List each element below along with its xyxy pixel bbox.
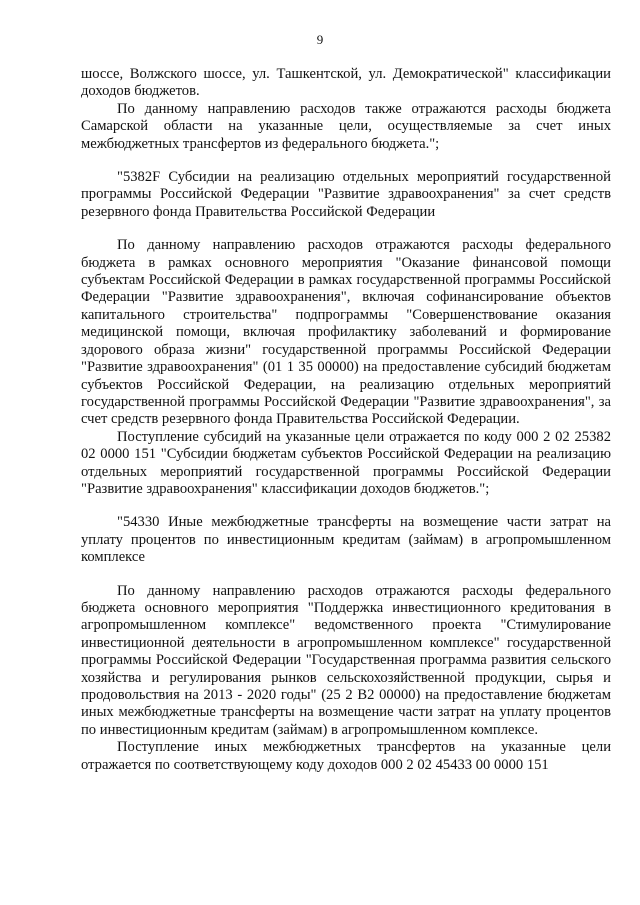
paragraph-budget-note: По данному направлению расходов также отражаются расходы бюджета Самарской области на указанные цели, осуществляемые за счет иных межбюджетных трансфертов из федерального бюджета."; [81, 100, 611, 152]
page-number: 9 [316, 32, 324, 47]
paragraph-54330-description: По данному направлению расходов отражаются расходы федерального бюджета основного мероприятия "Поддержка инвестиционного кредитования в агропромышленном комплексе" ведомственного проекта "Стимулирование инвестиционной деятельности в агропромышленном комплексе" государственной программы Российской Федерации "Государственная программа развития сельского хозяйства и регулирования рынков сельскохозяйственной продукции, сырья и продовольствия на 2013 - 2020 годы" (25 2 В2 00000) на предоставление бюджетам иных межбюджетные трансферты на возмещение части затрат на уплату процентов по инвестиционным кредитам (займам) в агропромышленном комплексе. [81, 582, 611, 738]
section-heading-54330: "54330 Иные межбюджетные трансферты на возмещение части затрат на уплату процентов по инвестиционным кредитам (займам) в агропромышленном комплексе [81, 514, 611, 566]
paragraph-54330-income-code: Поступление иных межбюджетных трансфертов на указанные цели отражается по соответствующему коду доходов 000 2 02 45433 00 0000 151 [81, 739, 611, 773]
paragraph-5382f-income-code: Поступление субсидий на указанные цели отражается по коду 000 2 02 25382 02 0000 151 "Субсидии бюджетам субъектов Российской Федерации на реализацию отдельных мероприятий государственной программы Российской Федерации "Развитие здравоохранения" классификации доходов бюджетов."; [81, 428, 611, 497]
document-body [81, 66, 611, 774]
paragraph-5382f-description: По данному направлению расходов отражаются расходы федерального бюджета в рамках основного мероприятия "Оказание финансовой помощи субъектам Российской Федерации в рамках государственной программы Российской Федерации "Развитие здравоохранения", включая софинансирование объектов капитального строительства" подпрограммы "Совершенствование оказания медицинской помощи, включая профилактику заболеваний и формирование здорового образа жизни" государственной программы Российской Федерации "Развитие здравоохранения" (01 1 35 00000) на предоставление субсидий бюджетам субъектов Российской Федерации, на реализацию отдельных мероприятий государственной программы Российской Федерации "Развитие здравоохранения", за счет средств резервного фонда Правительства Российской Федерации. [81, 237, 611, 428]
section-heading-5382f: "5382F Субсидии на реализацию отдельных мероприятий государственной программы Российской Федерации "Развитие здравоохранения" за счет средств резервного фонда Правительства Российской Федерации [81, 169, 611, 220]
paragraph-continuation: шоссе, Волжского шоссе, ул. Ташкентской, ул. Демократической" классификации доходов бюджетов. [81, 66, 611, 100]
